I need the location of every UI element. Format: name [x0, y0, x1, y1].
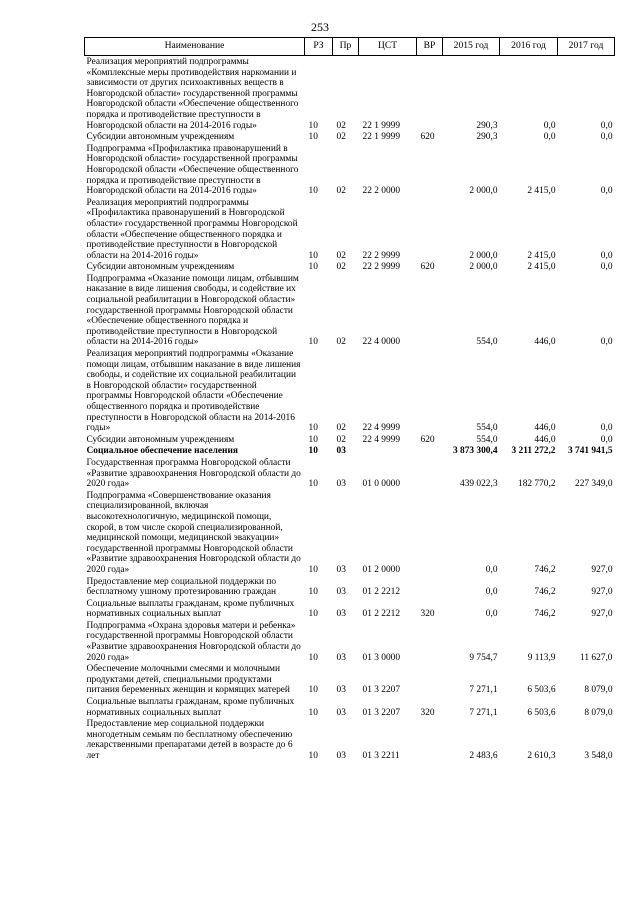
- row-2016-cell: 446,0: [534, 337, 556, 348]
- table-row: [85, 663, 615, 696]
- row-2015-cell: 2 000,0: [469, 262, 498, 273]
- row-vr-cell: 320: [420, 609, 435, 620]
- row-2015-cell: 7 271,1: [469, 685, 498, 696]
- header-vr: ВР: [417, 38, 443, 56]
- row-name-cell: Обеспечение молочными смесями и молочными продуктами детей, специальными продуктами питания беременных женщин и кормящих матерей: [86, 664, 290, 696]
- row-cst-cell: 01 2 0000: [362, 564, 400, 575]
- row-pr-cell: 02: [336, 337, 346, 348]
- row-vr-cell: [417, 348, 443, 434]
- row-2015-cell: 0,0: [485, 587, 498, 598]
- row-name-cell: Социальные выплаты гражданам, кроме публичных нормативных социальных выплат: [86, 598, 295, 620]
- table-row: [85, 56, 615, 132]
- row-cst-cell: 01 3 2207: [362, 685, 400, 696]
- row-2015-cell: 3 873 300,4: [452, 446, 498, 457]
- row-cst-cell: 01 0 0000: [362, 479, 400, 490]
- row-2016-cell: 6 503,6: [527, 707, 556, 718]
- row-2017-cell: 8 079,0: [584, 707, 613, 718]
- row-pr-cell: 03: [336, 479, 346, 490]
- row-2015-cell: 7 271,1: [469, 707, 498, 718]
- row-2017-cell: 11 627,0: [580, 652, 613, 663]
- row-name-cell: Субсидии автономным учреждениям: [86, 434, 235, 445]
- row-2017-cell: 0,0: [600, 434, 613, 445]
- row-cst-cell: 22 1 9999: [362, 132, 400, 143]
- row-pr-cell: 02: [336, 186, 346, 197]
- row-cst-cell: 01 2 2212: [362, 609, 400, 620]
- row-2017-cell: 0,0: [600, 337, 613, 348]
- row-name-cell: Реализация мероприятий подпрограммы «Оказание помощи лицам, отбывшим наказание в виде лишения свободы, и содействие их социальной реабилитации в Новгородской области» государственной программы Новгородской области «Обеспечение общественного порядка и противодействие преступности в Новгородской области на 2014-2016 годы»: [86, 349, 301, 434]
- row-2017-cell: 0,0: [600, 186, 613, 197]
- row-cst-cell: 22 1 9999: [362, 120, 400, 131]
- row-vr-cell: 320: [420, 707, 435, 718]
- row-rz-cell: 10: [308, 751, 318, 761]
- header-2015: 2015 год: [443, 38, 500, 56]
- row-pr-cell: 03: [336, 609, 346, 620]
- row-name-cell: Социальное обеспечение населения: [86, 446, 238, 457]
- row-name-cell: Реализация мероприятий подпрограммы «Комплексные меры противодействия наркомании и зависимости от других психоактивных веществ в Новгородской области» государственной программы Новгородской области «Обеспечение общественного порядка и противодействие преступности в Новгородской области на 2014-2016 годы»: [86, 57, 299, 131]
- row-2015-cell: 554,0: [476, 337, 498, 348]
- row-pr-cell: 02: [336, 434, 346, 445]
- row-rz-cell: 10: [308, 479, 318, 490]
- row-vr-cell: [417, 490, 443, 576]
- row-rz-cell: 10: [308, 652, 318, 663]
- table-row: [85, 620, 615, 663]
- row-2016-cell: 0,0: [543, 132, 556, 143]
- page-number: 253: [311, 20, 329, 34]
- table-row: [85, 457, 615, 490]
- row-vr-cell: [417, 445, 443, 457]
- row-2015-cell: 439 022,3: [460, 479, 498, 490]
- table-body: [85, 56, 615, 762]
- row-2015-cell: 0,0: [485, 564, 498, 575]
- header-2016: 2016 год: [500, 38, 558, 56]
- row-name-cell: Субсидии автономным учреждениям: [86, 132, 235, 143]
- row-2017-cell: 927,0: [591, 587, 613, 598]
- row-cst-cell: 01 3 0000: [362, 652, 400, 663]
- row-cst-cell: 22 4 9999: [362, 423, 400, 434]
- row-2017-cell: 227 349,0: [575, 479, 613, 490]
- row-rz-cell: 10: [308, 609, 318, 620]
- row-2017-cell: 0,0: [600, 132, 613, 143]
- table-row: [85, 348, 615, 434]
- row-2017-cell: 8 079,0: [584, 685, 613, 696]
- row-name-cell: Реализация мероприятий подпрограммы «Профилактика правонарушений в Новгородской области» государственной программы Новгородской области «Обеспечение общественного порядка и противодействие преступности в Новгородской области на 2014-2016 годы»: [86, 197, 298, 261]
- row-2015-cell: 554,0: [476, 423, 498, 434]
- header-rz: РЗ: [305, 38, 333, 56]
- row-cst-cell: 22 2 9999: [362, 250, 400, 261]
- row-2017-cell: 927,0: [591, 609, 613, 620]
- row-name-cell: Предоставление мер социальной поддержки многодетным семьям по бесплатному обеспечению лекарственными препаратами детей в возрасте до 6 лет: [86, 719, 293, 761]
- table-row: [85, 696, 615, 718]
- row-cst-cell: [359, 445, 417, 457]
- row-vr-cell: [417, 56, 443, 132]
- row-2017-cell: 0,0: [600, 262, 613, 273]
- row-2015-cell: 0,0: [485, 609, 498, 620]
- row-2017-cell: 0,0: [600, 250, 613, 261]
- table-row: [85, 576, 615, 598]
- row-name-cell: Социальные выплаты гражданам, кроме публичных нормативных социальных выплат: [86, 697, 295, 718]
- row-vr-cell: [417, 197, 443, 262]
- row-rz-cell: 10: [308, 423, 318, 434]
- row-rz-cell: 10: [308, 132, 318, 143]
- table-row: [85, 434, 615, 446]
- row-rz-cell: 10: [308, 564, 318, 575]
- row-name-cell: Предоставление мер социальной поддержки по бесплатному ушному протезированию граждан: [86, 576, 277, 598]
- row-2017-cell: 0,0: [600, 120, 613, 131]
- row-2015-cell: 290,3: [476, 132, 498, 143]
- table-row: [85, 273, 615, 348]
- row-2016-cell: 2 415,0: [527, 250, 556, 261]
- row-2016-cell: 446,0: [534, 423, 556, 434]
- row-pr-cell: 02: [336, 120, 346, 131]
- table-row: [85, 131, 615, 143]
- header-2017: 2017 год: [558, 38, 615, 56]
- row-name-cell: Подпрограмма «Оказание помощи лицам, отбывшим наказание в виде лишения свободы, и содействие их социальной реабилитации в Новгородской области» государственной программы Новгородской области «Обеспечение общественного порядка и противодействие преступности в Новгородской области на 2014-2016 годы»: [86, 273, 299, 348]
- row-2015-cell: 2 000,0: [469, 250, 498, 261]
- row-rz-cell: 10: [308, 250, 318, 261]
- row-cst-cell: 01 3 2207: [362, 707, 400, 718]
- row-pr-cell: 02: [336, 423, 346, 434]
- row-cst-cell: 22 4 9999: [362, 434, 400, 445]
- row-2016-cell: 446,0: [534, 434, 556, 445]
- row-name-cell: Государственная программа Новгородской области «Развитие здравоохранения Новгородской области до 2020 года»: [86, 457, 301, 490]
- table-row: [85, 143, 615, 197]
- table-row: [85, 490, 615, 576]
- row-rz-cell: 10: [308, 262, 318, 273]
- row-2016-cell: 2 415,0: [527, 186, 556, 197]
- row-pr-cell: 02: [336, 250, 346, 261]
- row-2016-cell: 182 770,2: [518, 479, 556, 490]
- row-rz-cell: 10: [308, 337, 318, 348]
- row-pr-cell: 02: [336, 262, 346, 273]
- table-row: [85, 718, 615, 761]
- row-rz-cell: 10: [308, 186, 318, 197]
- row-2015-cell: 554,0: [476, 434, 498, 445]
- row-2016-cell: 0,0: [543, 120, 556, 131]
- row-rz-cell: 10: [308, 587, 318, 598]
- row-cst-cell: 22 2 0000: [362, 186, 400, 197]
- row-2016-cell: 9 113,9: [527, 652, 556, 663]
- row-pr-cell: 03: [336, 751, 346, 761]
- budget-table: [84, 37, 615, 762]
- table-row: [85, 598, 615, 620]
- row-vr-cell: 620: [420, 132, 435, 143]
- row-name-cell: Подпрограмма «Профилактика правонарушений в Новгородской области» государственной программы Новгородской области «Обеспечение общественного порядка и противодействие преступности в Новгородской области на 2014-2016 годы»: [86, 143, 299, 197]
- row-2015-cell: 2 000,0: [469, 186, 498, 197]
- row-pr-cell: 03: [336, 587, 346, 598]
- row-cst-cell: 01 3 2211: [362, 751, 400, 761]
- row-pr-cell: 03: [336, 685, 346, 696]
- row-2016-cell: 3 211 272,2: [511, 446, 556, 457]
- row-pr-cell: 03: [336, 564, 346, 575]
- row-pr-cell: 03: [336, 652, 346, 663]
- header-name: Наименование: [85, 38, 305, 56]
- row-pr-cell: 03: [336, 446, 346, 457]
- row-name-cell: Подпрограмма «Охрана здоровья матери и ребенка» государственной программы Новгородской области «Развитие здравоохранения Новгородской области до 2020 года»: [86, 620, 301, 663]
- row-2016-cell: 2 610,3: [527, 751, 556, 761]
- row-2015-cell: 290,3: [476, 120, 498, 131]
- row-vr-cell: [417, 273, 443, 348]
- row-pr-cell: 03: [336, 707, 346, 718]
- row-2017-cell: 3 548,0: [584, 751, 613, 761]
- row-rz-cell: 10: [308, 685, 318, 696]
- row-2017-cell: 927,0: [591, 564, 613, 575]
- row-2016-cell: 6 503,6: [527, 685, 556, 696]
- row-vr-cell: 620: [420, 262, 435, 273]
- header-cst: ЦСТ: [359, 38, 417, 56]
- table-header-row: [85, 38, 615, 56]
- row-cst-cell: 22 2 9999: [362, 262, 400, 273]
- table-row: [85, 197, 615, 262]
- row-2016-cell: 746,2: [534, 587, 556, 598]
- row-rz-cell: 10: [308, 446, 318, 457]
- row-2015-cell: 9 754,7: [469, 652, 498, 663]
- row-name-cell: Подпрограмма «Совершенствование оказания специализированной, включая высокотехнологичную, медицинской помощи, скорой, в том числе скорой специализированной, медицинской помощи, медицинской эвакуации» государственной программы Новгородской области «Развитие здравоохранения Новгородской области до 2020 года»: [86, 490, 301, 575]
- row-2017-cell: 3 741 941,5: [567, 446, 613, 457]
- row-vr-cell: [417, 143, 443, 197]
- row-2016-cell: 2 415,0: [527, 262, 556, 273]
- row-2017-cell: 0,0: [600, 423, 613, 434]
- row-rz-cell: 10: [308, 707, 318, 718]
- row-vr-cell: 620: [420, 434, 435, 445]
- row-vr-cell: [417, 718, 443, 761]
- row-2015-cell: 2 483,6: [469, 751, 498, 761]
- row-2016-cell: 746,2: [534, 609, 556, 620]
- row-name-cell: Субсидии автономным учреждениям: [86, 262, 235, 273]
- row-2016-cell: 746,2: [534, 564, 556, 575]
- row-vr-cell: [417, 620, 443, 663]
- header-pr: Пр: [333, 38, 359, 56]
- table-row: [85, 445, 615, 457]
- row-cst-cell: 22 4 0000: [362, 337, 400, 348]
- row-cst-cell: 01 2 2212: [362, 587, 400, 598]
- row-rz-cell: 10: [308, 120, 318, 131]
- row-pr-cell: 02: [336, 132, 346, 143]
- table-row: [85, 261, 615, 273]
- row-vr-cell: [417, 663, 443, 696]
- row-vr-cell: [417, 576, 443, 598]
- row-rz-cell: 10: [308, 434, 318, 445]
- row-vr-cell: [417, 457, 443, 490]
